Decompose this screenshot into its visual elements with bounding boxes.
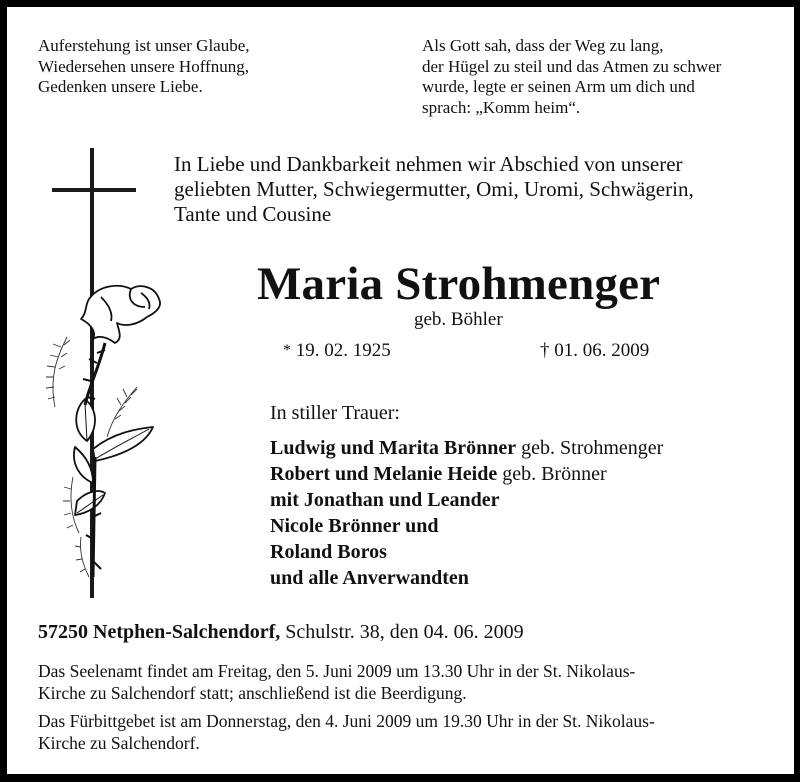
mourner-line: mit Jonathan und Leander	[270, 489, 500, 511]
address-place: 57250 Netphen-Salchendorf,	[38, 621, 281, 643]
poem-line: Als Gott sah, dass der Weg zu lang,	[422, 36, 664, 55]
poem-line: der Hügel zu steil und das Atmen zu schwer	[422, 56, 722, 76]
maiden-name: geb. Böhler	[414, 309, 503, 330]
mourner-line: Ludwig und Marita Brönner geb. Strohmenger	[270, 437, 664, 459]
intro-paragraph	[174, 152, 694, 227]
mourner-line: Roland Boros	[270, 541, 387, 563]
rose-icon	[27, 277, 187, 597]
service-intercession	[38, 710, 655, 754]
obituary-notice	[7, 7, 794, 774]
cross-horizontal-beam	[52, 188, 136, 192]
poem-line: Auferstehung ist unser Glaube,	[38, 36, 250, 55]
mourners-list	[270, 435, 663, 591]
death-date: 01. 06. 2009	[554, 340, 650, 361]
poem-line: Wiedersehen unsere Hoffnung,	[38, 56, 249, 76]
mourner-line: Nicole Brönner und	[270, 515, 439, 537]
address-rest: Schulstr. 38, den 04. 06. 2009	[280, 621, 524, 643]
intro-line: Tante und Cousine	[174, 202, 332, 226]
mourners-label: In stiller Trauer:	[270, 402, 400, 424]
deceased-name: Maria Strohmenger	[257, 258, 661, 310]
poem-left	[38, 36, 250, 98]
death-dagger-icon: †	[540, 340, 550, 361]
service-line: Das Fürbittgebet ist am Donnerstag, den 4. Juni 2009 um 19.30 Uhr in der St. Nikolaus-	[38, 711, 655, 731]
poem-line: wurde, legte er seinen Arm um dich und	[422, 77, 695, 96]
poem-line: Gedenken unsere Liebe.	[38, 77, 203, 96]
service-line: Das Seelenamt findet am Freitag, den 5. Juni 2009 um 13.30 Uhr in der St. Nikolaus-	[38, 661, 636, 681]
service-line: Kirche zu Salchendorf statt; anschließend ist die Beerdigung.	[38, 683, 467, 703]
birth-info	[283, 340, 391, 362]
service-line: Kirche zu Salchendorf.	[38, 733, 200, 753]
death-info	[540, 340, 649, 362]
service-requiem	[38, 660, 635, 704]
mourner-line: und alle Anverwandten	[270, 567, 469, 589]
birth-star-icon: *	[283, 342, 291, 359]
mourner-line: Robert und Melanie Heide geb. Brönner	[270, 463, 607, 485]
poem-line: sprach: „Komm heim“.	[422, 97, 581, 117]
poem-right	[422, 36, 721, 118]
intro-line: geliebten Mutter, Schwiegermutter, Omi, Uromi, Schwägerin,	[174, 177, 694, 201]
address-line	[38, 621, 524, 644]
birth-date: 19. 02. 1925	[295, 340, 391, 361]
intro-line: In Liebe und Dankbarkeit nehmen wir Abschied von unserer	[174, 152, 683, 176]
